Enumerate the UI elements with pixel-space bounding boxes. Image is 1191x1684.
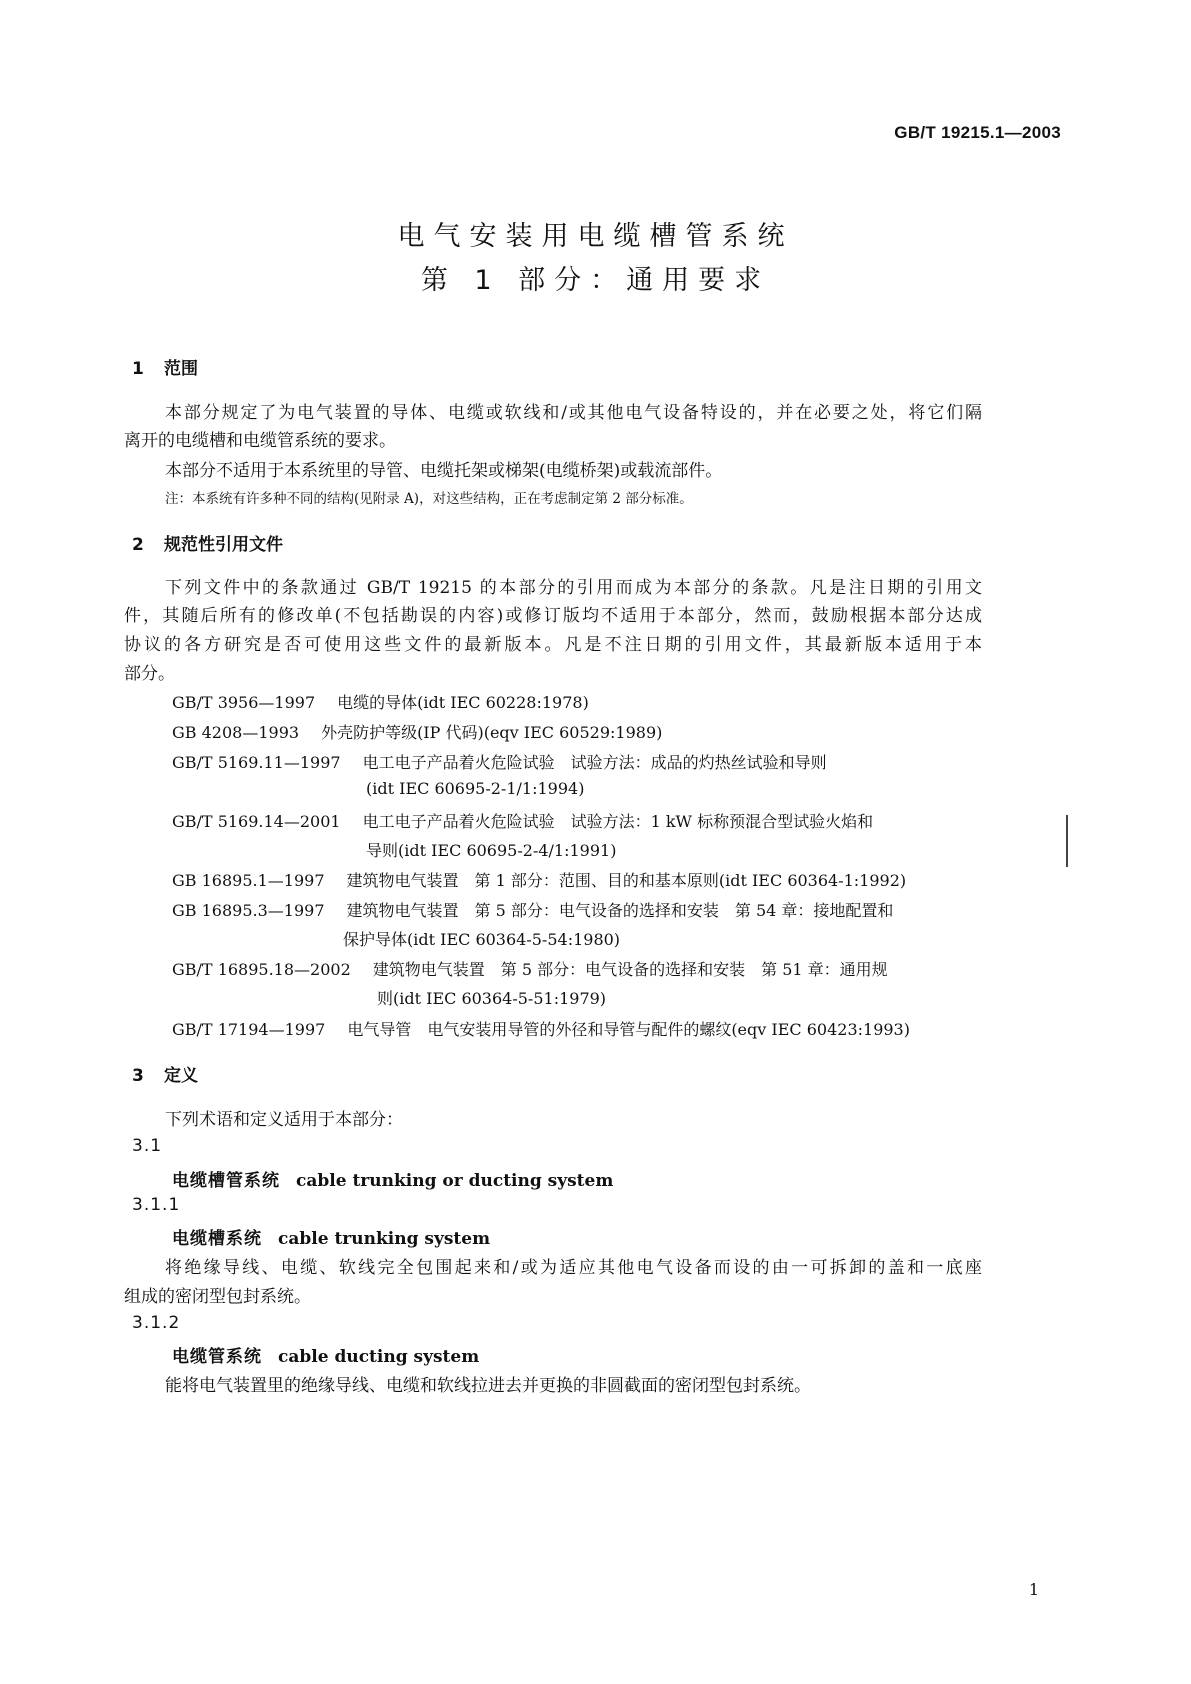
definition-line1: 将绝缘导线、电缆、软线完全包围起来和/或为适应其他电气设备而设的由一可拆卸的盖和一底座 [165,1258,982,1278]
reference-item [172,957,888,980]
term-en: cable trunking or ducting system [296,1171,614,1191]
reference-title-continuation: 则(idt IEC 60364-5-51:1979) [377,989,607,1008]
reference-title: 电工电子产品着火危险试验 试验方法：1 kW 标称预混合型试验火焰和 [362,812,874,831]
reference-code: GB/T 17194—1997 [172,1020,326,1039]
page-number: 1 [1028,1580,1039,1599]
reference-title: 外壳防护等级(IP 代码)(eqv IEC 60529:1989) [321,723,663,742]
reference-code: GB/T 16895.18—2002 [172,960,351,979]
sec2-para-line3: 协议的各方研究是否可使用这些文件的最新版本。凡是不注日期的引用文件，其最新版本适用于本 [124,635,982,655]
section-title: 定义 [164,1066,198,1086]
term-entry [172,1342,479,1367]
term-zh: 电缆管系统 [172,1347,262,1367]
term-entry [172,1166,613,1191]
reference-code: GB/T 3956—1997 [172,693,316,712]
sec2-para-line4: 部分。 [124,664,175,684]
term-zh: 电缆槽系统 [172,1229,262,1249]
section-title: 规范性引用文件 [164,535,283,555]
reference-title: 建筑物电气装置 第 5 部分：电气设备的选择和安装 第 54 章：接地配置和 [346,901,894,920]
reference-code: GB/T 5169.11—1997 [172,753,341,772]
clause-number: 3.1.1 [132,1195,181,1215]
reference-item [172,750,827,773]
section-1-heading [132,354,198,379]
reference-title: 建筑物电气装置 第 1 部分：范围、目的和基本原则(idt IEC 60364-1:1992) [346,871,907,890]
reference-code: GB/T 5169.14—2001 [172,812,341,831]
clause-number: 3.1 [132,1136,163,1156]
section-3-heading [132,1061,198,1086]
section-number: 1 [132,359,144,379]
term-en: cable ducting system [278,1347,480,1367]
section-title: 范围 [164,359,198,379]
reference-title: 建筑物电气装置 第 5 部分：电气设备的选择和安装 第 51 章：通用规 [372,960,888,979]
term-en: cable trunking system [278,1229,491,1249]
section-number: 2 [132,535,144,555]
sec1-para2: 本部分不适用于本系统里的导管、电缆托架或梯架(电缆桥架)或载流部件。 [165,461,723,481]
document-title-line1: 电气安装用电缆槽管系统 [397,221,794,252]
sec2-para-line2: 件，其随后所有的修改单(不包括勘误的内容)或修订版均不适用于本部分，然而，鼓励根据本部分达成 [124,606,982,626]
clause-number: 3.1.2 [132,1313,181,1333]
reference-title-continuation: 保护导体(idt IEC 60364-5-54:1980) [343,930,621,949]
section-2-heading [132,530,283,555]
reference-item [172,898,893,921]
definition: 能将电气装置里的绝缘导线、电缆和软线拉进去并更换的非圆截面的密闭型包封系统。 [165,1376,811,1396]
reference-item [172,720,662,743]
sec1-para1-line2: 离开的电缆槽和电缆管系统的要求。 [124,431,396,451]
sec2-para-line1: 下列文件中的条款通过 GB/T 19215 的本部分的引用而成为本部分的条款。凡是注日期的引用文 [165,578,982,598]
term-zh: 电缆槽管系统 [172,1171,280,1191]
standard-code: GB/T 19215.1—2003 [894,123,1061,142]
reference-item [172,868,906,891]
sec1-para1-line1: 本部分规定了为电气装置的导体、电缆或软线和/或其他电气设备特设的，并在必要之处，将它们隔 [165,403,982,423]
section-number: 3 [132,1066,144,1086]
sec1-note: 注：本系统有许多种不同的结构(见附录 A)，对这些结构，正在考虑制定第 2 部分标准。 [165,491,693,507]
reference-item [172,1017,910,1040]
definition-line2: 组成的密闭型包封系统。 [124,1287,311,1307]
document-title-line2: 第 1 部分：通用要求 [420,265,771,296]
reference-item [172,809,873,832]
margin-revision-mark [1066,815,1068,867]
reference-title: 电缆的导体(idt IEC 60228:1978) [337,693,589,712]
reference-title-continuation: (idt IEC 60695-2-1/1:1994) [366,779,585,798]
reference-code: GB 4208—1993 [172,723,300,742]
sec3-intro: 下列术语和定义适用于本部分： [165,1110,403,1130]
reference-title: 电工电子产品着火危险试验 试验方法：成品的灼热丝试验和导则 [362,753,827,772]
reference-title: 电气导管 电气安装用导管的外径和导管与配件的螺纹(eqv IEC 60423:1993) [347,1020,910,1039]
reference-item [172,690,589,713]
reference-code: GB 16895.3—1997 [172,901,325,920]
reference-title-continuation: 导则(idt IEC 60695-2-4/1:1991) [366,841,617,860]
term-entry [172,1224,490,1249]
reference-code: GB 16895.1—1997 [172,871,325,890]
